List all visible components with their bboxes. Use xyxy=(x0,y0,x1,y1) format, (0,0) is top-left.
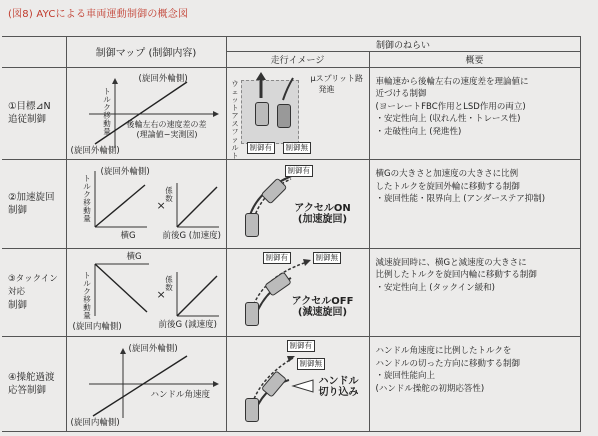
steering-input-label: ハンドル 切り込み xyxy=(318,376,359,399)
header-control-map: 制御マップ (制御内容) xyxy=(66,37,226,68)
figure-title: (図8) AYCによる車両運動制御の概念図 xyxy=(8,9,189,20)
control-map-cell: トルク移動量 (旋回外輪側) 後輪左右の速度差の差 (理論値−実測図) (旋回外輪側) xyxy=(66,67,226,160)
control-map-cell: (旋回外輪側) ハンドル角速度 (旋回内輪側) xyxy=(66,337,226,432)
table-row xyxy=(2,160,580,249)
tag-control-off: 制御無 xyxy=(283,142,312,154)
summary-cell: 横Gの大きさと加速度の大きさに比例 したトルクを旋回外輪に移動する制御 ・旋回性能・限界向上 (アンダーステア抑制) xyxy=(369,160,580,249)
driving-image-cell: ウェットアスファルト μスプリット路 発進 制御有 制御無 xyxy=(226,67,369,160)
summary-cell: ハンドル角速度に比例したトルクを ハンドルの切った方向に移動する制御 ・旋回性能向上 (ハンドル操舵の初期応答性) xyxy=(369,337,580,432)
tag-control-on: 制御有 xyxy=(287,340,316,352)
row-label: ③タックイン対応 制御 xyxy=(2,248,66,337)
accel-on-label: アクセルON (加速旋回) xyxy=(294,202,351,225)
tag-control-off: 制御無 xyxy=(313,252,342,264)
accel-off-label: アクセルOFF (減速旋回) xyxy=(291,295,354,318)
summary-cell: 減速旋回時に、横Gと減速度の大きさに 比例したトルクを旋回内輪に移動する制御 ・安定性向上 (タックイン緩和) xyxy=(369,248,580,337)
header-driving-image: 走行イメージ xyxy=(226,52,369,67)
row-label: ②加速旋回 制御 xyxy=(2,160,66,249)
tag-control-on: 制御有 xyxy=(247,142,276,154)
vehicle-icon xyxy=(245,398,259,422)
tag-control-off: 制御無 xyxy=(297,358,326,370)
row-label: ①目標⊿N 追従制御 xyxy=(2,67,66,160)
driving-image-cell xyxy=(226,337,369,432)
summary-cell: 車輪速から後輪左右の速度差を理論値に 近づける制御 (ヨーレートFBC作用とLSD作用の両立) ・安定性向上 (収れん性・トレース性) ・走破性向上 (発進性) xyxy=(369,67,580,160)
driving-image-cell xyxy=(226,248,369,337)
table-row xyxy=(2,67,580,160)
driving-image-cell xyxy=(226,160,369,249)
header-summary: 概要 xyxy=(369,52,580,67)
vehicle-icon xyxy=(245,213,259,237)
table-row xyxy=(2,248,580,337)
control-map-cell: 横G トルク移動量 (旋回内輪側) × 係数 前後G (減速度) xyxy=(66,248,226,337)
y-axis-label: トルク移動量 xyxy=(103,87,111,137)
tag-control-on: 制御有 xyxy=(263,252,292,264)
header-control-aim: 制御のねらい xyxy=(226,37,580,52)
tag-control-on: 制御有 xyxy=(285,165,314,177)
row-label: ④操舵過渡 応答制御 xyxy=(2,337,66,432)
control-concept-table xyxy=(2,36,581,432)
control-map-cell: トルク移動量 (旋回外輪側) 横G × 係数 前後G (加速度) xyxy=(66,160,226,249)
table-row xyxy=(2,337,580,432)
vehicle-icon xyxy=(245,302,259,326)
